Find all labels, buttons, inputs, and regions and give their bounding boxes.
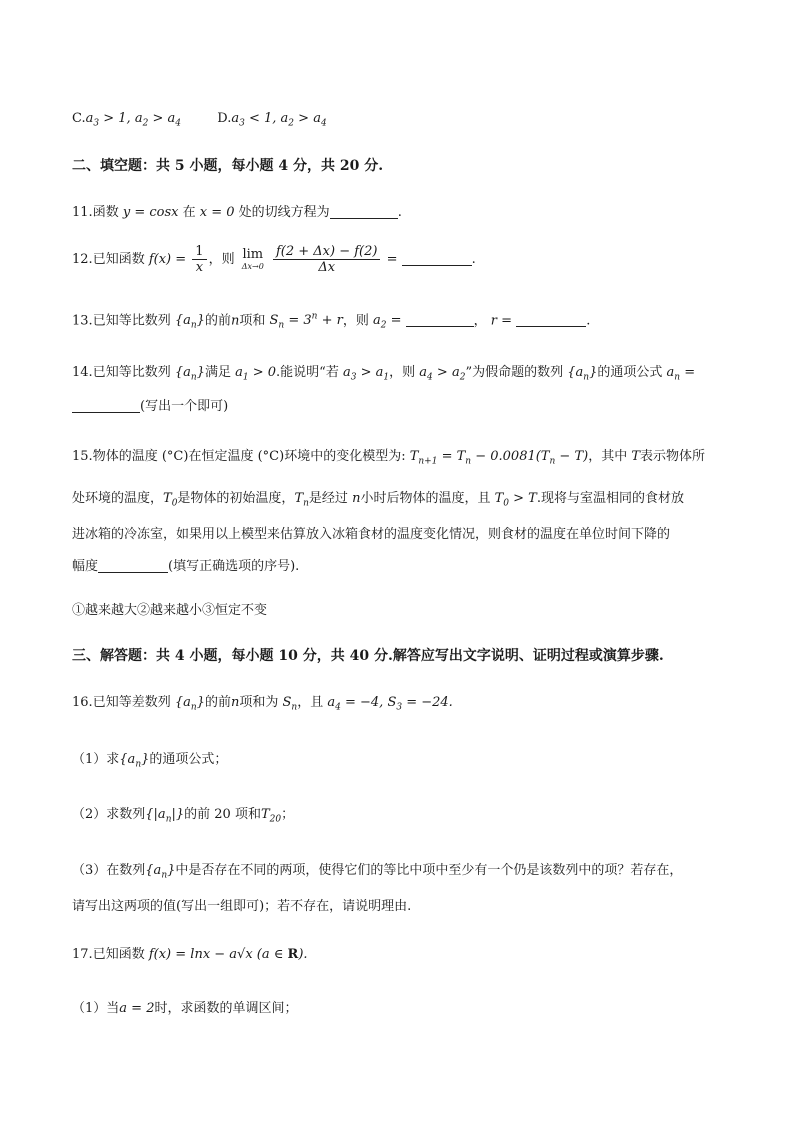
q16-p1-text2: 的通项公式； xyxy=(149,752,228,767)
q13-text5: ， xyxy=(473,313,487,329)
option-d-math: $a_3 < 1$, $a_2 > a_4$ xyxy=(231,111,327,129)
q13-text: 已知等比数列 xyxy=(92,313,171,329)
q14-hint: (写出一个即可) xyxy=(140,399,229,414)
q17-p1-text2: 时，求函数的单调区间； xyxy=(154,1001,298,1016)
question-16-part3 xyxy=(72,860,734,887)
q13-number: 13. xyxy=(72,313,93,329)
q14-hyp: $a_3 > a_1$ xyxy=(342,365,390,383)
q16-text3: 项和为 xyxy=(239,695,279,710)
q17-text: 已知函数 xyxy=(92,947,145,962)
q13-text4: ，则 xyxy=(342,313,369,329)
question-15-line3: 进冰箱的冷冻室，如果用以上模型来估算放入冰箱食材的温度变化情况，则食材的温度在单位时间下降的 xyxy=(72,527,671,542)
q16-p2-text2: 的前 20 项和 xyxy=(184,807,261,822)
q14-answer-blank[interactable] xyxy=(72,398,140,413)
q11-point: x = 0 xyxy=(199,205,235,220)
q11-text3: 处的切线方程为 xyxy=(238,205,330,220)
question-14-line2 xyxy=(72,396,734,418)
q15-ineq: $T_0 > T$ xyxy=(494,491,537,509)
q15-l2-text: 处环境的温度， xyxy=(72,491,164,506)
q12-func: f(x) = xyxy=(148,252,187,267)
q15-unit-celsius-1: (°C) xyxy=(161,449,189,464)
q15-text2: 在恒定温度 xyxy=(188,449,254,464)
option-d-label: D. xyxy=(217,111,232,126)
option-c-math: $a_3 > 1$, $a_2 > a_4$ xyxy=(85,111,181,129)
q13-sum: $S_n = 3^n + r$ xyxy=(269,312,343,331)
q14-an: $a_n$ = xyxy=(666,365,696,383)
q13-r: r = xyxy=(490,313,513,329)
q15-model: $T_{n+1} = T_n - 0.0081(T_n - T)$ xyxy=(409,449,589,467)
q15-Tn: $T_n$ xyxy=(294,491,309,509)
q12-difference-quotient: $\frac{f(2 + \Delta x) - f(2)}{\Delta x}$ xyxy=(273,244,381,275)
q11-text2: 在 xyxy=(182,205,196,220)
q14-text2: 满足 xyxy=(204,365,231,380)
section3-heading: 三、解答题：共 4 小题，每小题 10 分，共 40 分.解答应写出文字说明、证明过程或演算步骤. xyxy=(72,648,664,664)
question-15-line2 xyxy=(72,488,734,515)
q14-text3: .能说明“若 xyxy=(276,365,339,380)
question-17-part1 xyxy=(72,998,734,1020)
q15-answer-blank[interactable] xyxy=(98,558,168,573)
q16-seq: $\{a_n\}$ xyxy=(174,695,205,713)
q16-p3-text2: 中是否存在不同的两项，使得它们的等比中项中至少有一个仍是该数列中的项？若存在， xyxy=(175,863,683,878)
question-14 xyxy=(72,362,734,389)
q14-seq: $\{a_n\}$ xyxy=(174,365,205,383)
question-15-line4 xyxy=(72,556,734,578)
q15-text3: 环境中的变化模型为: xyxy=(284,449,406,464)
q14-text6: 的通项公式 xyxy=(597,365,663,380)
q14-number: 14. xyxy=(72,365,93,380)
q14-text5: ”为假命题的数列 xyxy=(465,365,564,380)
q12-end: . xyxy=(471,252,476,267)
q12-fraction-1-over-x: $\frac{1}{x}$ xyxy=(192,244,206,275)
q15-l2-text5: .现将与室温相同的食材放 xyxy=(536,491,684,506)
q17-func: f(x) = lnx − a√x (a ∈ R). xyxy=(148,947,308,962)
q15-text: 物体的温度 xyxy=(92,449,158,464)
q16-p1-text: （1）求 xyxy=(72,752,120,767)
q13-text2: 的前 xyxy=(204,313,231,329)
q11-text: 函数 xyxy=(92,205,119,220)
q15-l4-hint: (填写正确选项的序号). xyxy=(168,559,300,574)
q17-number: 17. xyxy=(72,947,93,962)
q17-p1-text: （1）当 xyxy=(72,1001,120,1016)
q12-text: 已知函数 xyxy=(92,252,145,267)
q15-T: T xyxy=(631,449,641,464)
q16-Sn: $S_n$ xyxy=(282,695,298,713)
q12-answer-blank[interactable] xyxy=(402,251,472,266)
section2-heading: 二、填空题：共 5 小题，每小题 4 分，共 20 分. xyxy=(72,158,384,174)
question-15 xyxy=(72,446,734,473)
q15-text5: 表示物体所 xyxy=(640,449,706,464)
q11-number: 11. xyxy=(72,205,93,220)
q14-text: 已知等比数列 xyxy=(92,365,171,380)
q13-a2-blank[interactable] xyxy=(406,312,474,327)
q13-text3: 项和 xyxy=(239,313,266,329)
q14-cond: $a_1 > 0$ xyxy=(235,365,277,383)
q13-n: n xyxy=(230,313,240,329)
q16-text4: ，且 xyxy=(297,695,324,710)
q15-l4-text: 幅度 xyxy=(72,559,99,574)
question-11 xyxy=(72,202,734,224)
q12-limit: lim Δx→0 xyxy=(241,247,264,271)
q12-text2: ，则 xyxy=(208,252,235,267)
options-row xyxy=(72,108,734,135)
q13-seq: $\{a_n\}$ xyxy=(174,313,205,331)
question-15-options: ①越来越大②越来越小③恒定不变 xyxy=(72,603,268,618)
q17-a-value: a = 2 xyxy=(119,1001,155,1016)
q11-end: . xyxy=(397,205,402,220)
q16-number: 16. xyxy=(72,695,93,710)
q16-p1-seq: $\{a_n\}$ xyxy=(119,752,150,770)
q14-seq2: $\{a_n\}$ xyxy=(567,365,598,383)
q15-number: 15. xyxy=(72,449,93,464)
q16-p2-text: （2）求数列 xyxy=(72,807,146,822)
q13-r-blank[interactable] xyxy=(516,312,586,327)
q15-T0: $T_0$ xyxy=(163,491,178,509)
q16-T20: $T_{20}$ xyxy=(260,807,282,825)
option-c-label: C. xyxy=(72,111,86,126)
q11-answer-blank[interactable] xyxy=(330,204,398,219)
q16-p3-text: （3）在数列 xyxy=(72,863,146,878)
q16-text2: 的前 xyxy=(204,695,231,710)
q15-l2-text2: 是物体的初始温度， xyxy=(177,491,295,506)
question-12: 12.已知函数 f(x) = $\frac{1}{x}$ ，则 lim Δx→0 $\frac{f(2 + \Delta x) - f(2)}{\Delta x}$ = . xyxy=(72,244,476,275)
question-13 xyxy=(72,306,734,337)
q15-l2-text4: 小时后物体的温度，且 xyxy=(360,491,491,506)
question-16-part1 xyxy=(72,749,734,776)
q16-p3-seq: $\{a_n\}$ xyxy=(145,863,176,881)
q15-text4: ，其中 xyxy=(588,449,628,464)
q16-conditions: $a_4 = -4$, $S_3 = -24$. xyxy=(327,695,453,713)
question-16 xyxy=(72,692,734,719)
question-17 xyxy=(72,944,734,966)
q12-lim-word: lim xyxy=(242,247,264,262)
q13-end: . xyxy=(586,313,591,329)
question-16-part3-line2: 请写出这两项的值(写出一组即可)；若不存在，请说明理由. xyxy=(72,899,412,914)
q14-concl: $a_4 > a_2$ xyxy=(419,365,466,383)
q11-func: y = cosx xyxy=(122,205,179,220)
q12-number: 12. xyxy=(72,252,93,267)
q14-text4: ，则 xyxy=(389,365,416,380)
q16-n: n xyxy=(230,695,240,710)
q15-l2-text3: 是经过 xyxy=(308,491,348,506)
question-16-part2 xyxy=(72,804,734,831)
q16-p2-end: ； xyxy=(281,807,295,822)
q15-n: n xyxy=(352,491,361,506)
q13-a2: $a_2$ = xyxy=(372,313,402,331)
q16-p2-seq: $\{|a_n|\}$ xyxy=(145,807,185,825)
q15-unit-celsius-2: (°C) xyxy=(257,449,285,464)
q16-text: 已知等差数列 xyxy=(92,695,171,710)
